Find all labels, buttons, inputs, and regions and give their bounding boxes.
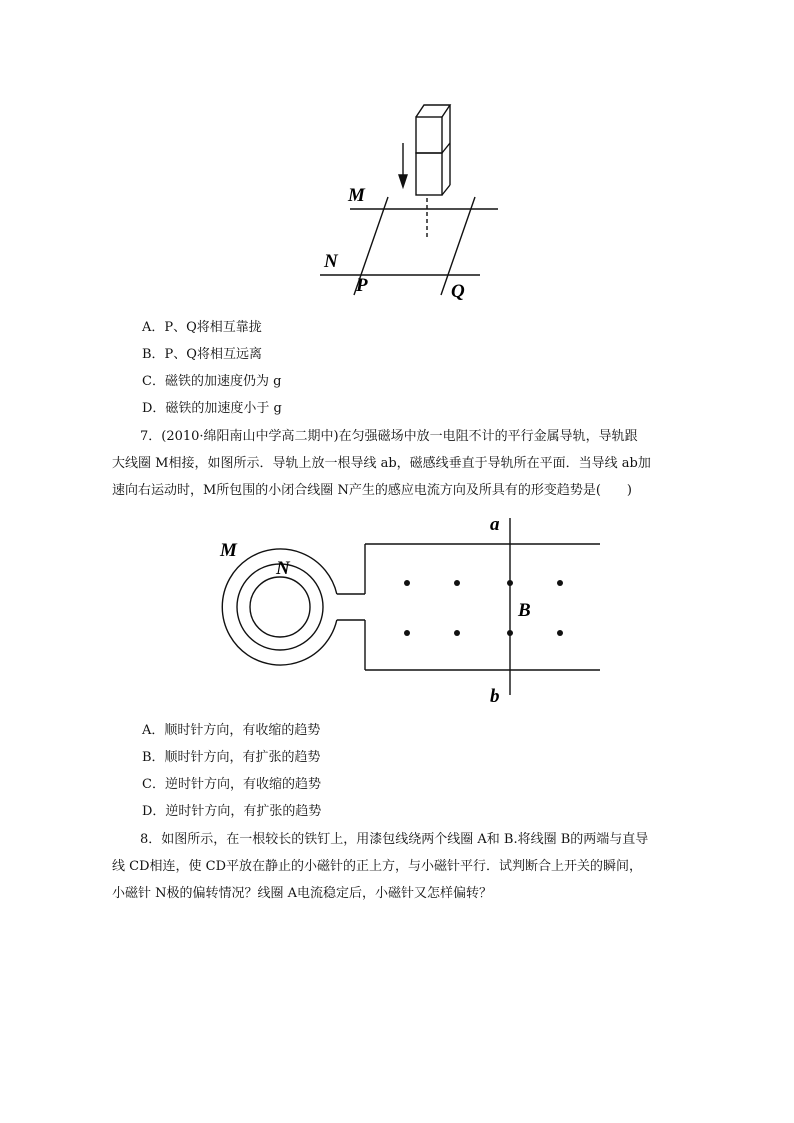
figure-magnet-rails bbox=[310, 95, 510, 305]
q8-line: 线 CD相连，使 CD平放在静止的小磁针的正上方，与小磁针平行．试判断合上开关的瞬间， bbox=[112, 859, 643, 874]
q6-option-d: D．磁铁的加速度小于 g bbox=[142, 401, 282, 416]
field-dots bbox=[404, 580, 563, 636]
label-q: Q bbox=[451, 281, 465, 302]
label-n: N bbox=[324, 251, 338, 272]
label-field-b: B bbox=[518, 600, 531, 621]
q7-line: 速向右运动时，M所包围的小闭合线圈 N产生的感应电流方向及所具有的形变趋势是( ) bbox=[112, 483, 632, 498]
label-b: b bbox=[490, 686, 500, 707]
q7-line: 大线圈 M相接，如图所示．导轨上放一根导线 ab，磁感线垂直于导轨所在平面．当导线 ab加 bbox=[112, 456, 651, 471]
down-arrow-icon bbox=[399, 143, 407, 187]
q6-option-c: C．磁铁的加速度仍为 g bbox=[142, 374, 282, 389]
q7-line: 7．(2010·绵阳南山中学高二期中)在匀强磁场中放一电阻不计的平行金属导轨，导轨跟 bbox=[140, 429, 638, 444]
q6-option-a: A．P、Q将相互靠拢 bbox=[142, 320, 262, 335]
figure-coil-rails bbox=[210, 510, 610, 710]
q6-option-b: B．P、Q将相互远离 bbox=[142, 347, 262, 362]
label-p: P bbox=[356, 275, 368, 296]
q8-stem bbox=[112, 826, 682, 907]
label-m: M bbox=[220, 540, 237, 561]
label-n: N bbox=[276, 558, 290, 579]
label-m: M bbox=[348, 185, 365, 206]
label-a: a bbox=[490, 514, 500, 535]
q8-line: 小磁针 N极的偏转情况？线圈 A电流稳定后，小磁针又怎样偏转？ bbox=[112, 886, 493, 901]
q7-option-d: D．逆时针方向，有扩张的趋势 bbox=[142, 804, 322, 819]
q8-line: 8．如图所示，在一根较长的铁钉上，用漆包线绕两个线圈 A和 B.将线圈 B的两端与直导 bbox=[140, 832, 649, 847]
q7-option-c: C．逆时针方向，有收缩的趋势 bbox=[142, 777, 321, 792]
magnet-block bbox=[416, 105, 450, 195]
q7-option-b: B．顺时针方向，有扩张的趋势 bbox=[142, 750, 321, 765]
q7-option-a: A．顺时针方向，有收缩的趋势 bbox=[142, 723, 321, 738]
q7-stem bbox=[112, 423, 682, 504]
loop-n bbox=[250, 577, 310, 637]
